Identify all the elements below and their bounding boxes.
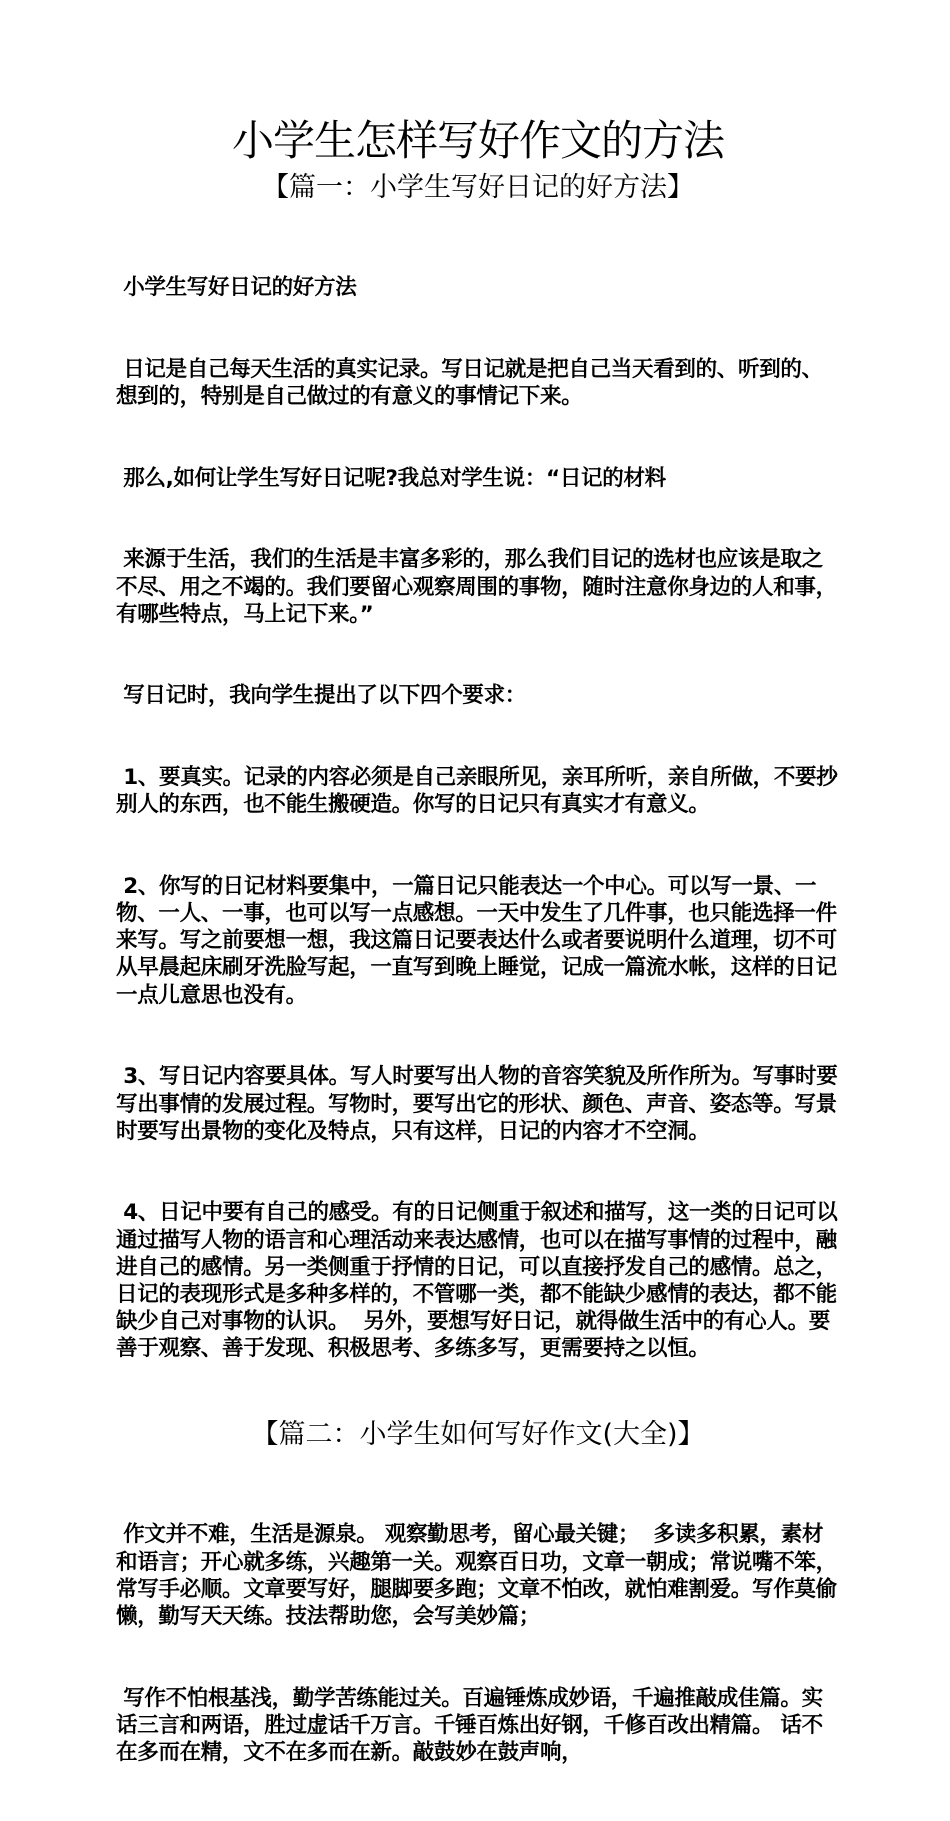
section-2-heading: 【篇二：小学生如何写好作文(大全)】 <box>251 1418 705 1450</box>
paragraph: 日记是自己每天生活的真实记录。写日记就是把自己当天看到的、听到的、想到的，特别是自己做过的有意义的事情记下来。 <box>116 357 823 410</box>
section-1-body <box>116 220 840 1417</box>
paragraph: 来源于生活，我们的生活是丰富多彩的，那么我们目记的选材也应该是取之不尽、用之不竭的。我们要留心观察周围的事物，随时注意你身边的人和事，有哪些特点，马上记下来。” <box>116 547 837 627</box>
paragraph: 小学生写好日记的好方法 <box>116 275 357 301</box>
paragraph: 4、日记中要有自己的感受。有的日记侧重于叙述和描写，这一类的日记可以通过描写人物的语言和心理活动来表达感情，也可以在描写事情的过程中，融进自己的感情。另一类侧重于抒情的日记，可以直接抒发自己的感情。总之，日记的表现形式是多种多样的，不管哪一类，都不能缺少感情的表达，都不能缺少自己对事物的认识。 另外，要想写好日记，就得做生活中的有心人。要善于观察、善于发现、积极思考、多练多写，更需要持之以恒。 <box>116 1200 838 1362</box>
paragraph: 3、写日记内容要具体。写人时要写出人物的音容笑貌及所作所为。写事时要写出事情的发展过程。写物时，要写出它的形状、颜色、声音、姿态等。写景时要写出景物的变化及特点，只有这样，日记的内容才不空洞。 <box>116 1064 838 1144</box>
paragraph: 作文并不难，生活是源泉。 观察勤思考，留心最关键； 多读多积累，素材和语言；开心就多练，兴趣第一关。观察百日功，文章一朝成；常说嘴不笨，常写手必顺。文章要写好，腿脚要多跑；文章不怕改，就怕难割爱。写作莫偷懒，勤写天天练。技法帮助您，会写美妙篇； <box>116 1522 837 1629</box>
paragraph: 写日记时，我向学生提出了以下四个要求： <box>116 683 526 709</box>
document-page <box>116 112 840 1821</box>
document-title: 小学生怎样写好作文的方法 <box>231 116 724 165</box>
section-2-body <box>116 1467 840 1821</box>
paragraph: 1、要真实。记录的内容必须是自己亲眼所见，亲耳所听，亲自所做，不要抄别人的东西，也不能生搬硬造。你写的日记只有真实才有意义。 <box>116 765 838 818</box>
paragraph: 写作不怕根基浅，勤学苦练能过关。百遍锤炼成妙语，千遍推敲成佳篇。实话三言和两语，胜过虚话千万言。千锤百炼出好钢，千修百改出精篇。 话不在多而在精，文不在多而在新。敲鼓妙在鼓声响， <box>116 1685 823 1765</box>
paragraph: 2、你写的日记材料要集中，一篇日记只能表达一个中心。可以写一景、一物、一人、一事，也可以写一点感想。一天中发生了几件事，也只能选择一件来写。写之前要想一想，我这篇日记要表达什么或者要说明什么道理，切不可从早晨起床刷牙洗脸写起，一直写到晚上睡觉，记成一篇流水帐，这样的日记一点儿意思也没有。 <box>116 873 837 1008</box>
paragraph: 那么,如何让学生写好日记呢?我总对学生说：“日记的材料 <box>116 465 666 491</box>
section-1-heading: 【篇一：小学生写好日记的好方法】 <box>262 172 694 203</box>
